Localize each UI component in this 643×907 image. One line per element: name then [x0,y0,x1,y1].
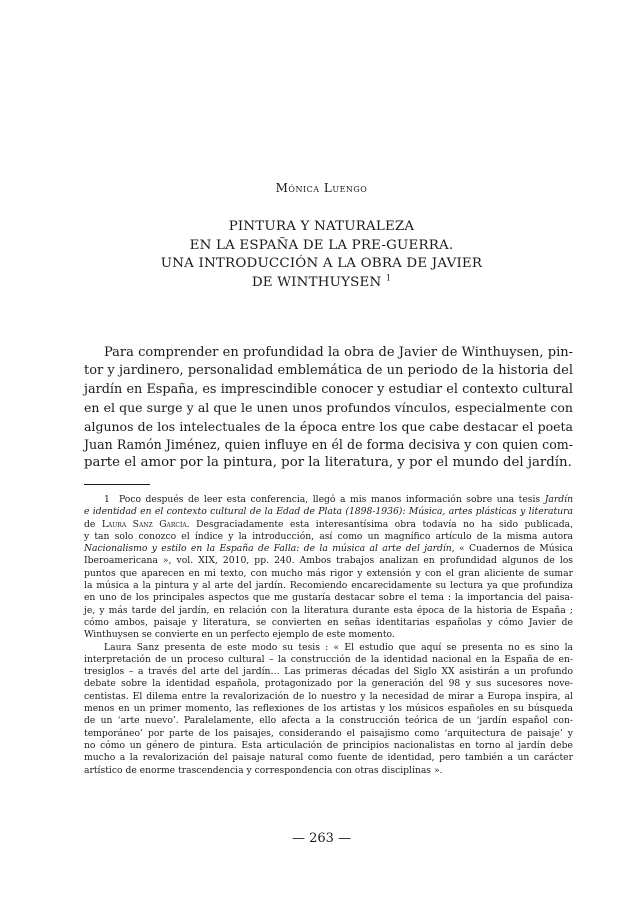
footnote-line: debate sobre la identidad española, protagonizado por la generación del 98 y sus sucesores nove- [84,678,573,690]
footnote-line: Laura Sanz presenta de este modo su tesis : « El estudio que aquí se presenta no es sino la [104,641,573,653]
footnote-line: Nacionalismo y estilo en la España de Falla: de la música al arte del jardín, « Cuadernos de Música [84,543,573,555]
footnote-line: centistas. El dilema entre la revalorización de lo nuestro y la necesidad de mirar a Europa inspira, al [84,690,573,702]
body-line: algunos de los intelectuales de la época entre los que cabe destacar el poeta [84,418,573,434]
author-name: Mónica Luengo [275,181,368,195]
footnote-line: artístico de enorme trascendencia y correspondencia con otras disciplinas ». [84,764,443,776]
footnote-number: 1 [104,494,110,505]
body-paragraph [84,344,573,473]
page-number: — 263 — [291,831,352,846]
footnote-line: puntos que aparecen en mi texto, con mucho más rigor y extensión y con el gran aliciente de sumar [84,567,573,579]
body-line: en el que surge y al que le unen unos profundos vínculos, especialmente con [84,400,573,416]
title-line-text: DE WINTHUYSEN [251,274,382,290]
article-title [110,218,533,292]
footnote-reference: 1 [385,273,392,283]
footnote-line: no cómo un género de pintura. Esta articulación de principios nacionalistas en torno al jardín debe [84,739,573,751]
body-line: parte el amor por la pintura, por la literatura, y por el mundo del jardín. [84,455,572,471]
footnote-line: de un ‘arte nuevo’. Paralelamente, ello afecta a la construcción teórica de un ‘jardín español con- [84,715,573,727]
footnote-line: Winthuysen se convierte en un perfecto ejemplo de este momento. [84,629,395,641]
footnote-line: e identidad en el contexto cultural de la Edad de Plata (1898-1936): Música, artes plásticas y literatura [84,506,573,518]
footnote-separator [84,484,150,485]
footnotes [84,494,573,777]
footnote-line: temporáneo’ por parte de los paisajes, considerando el paisajismo como ‘arquitectura de paisaje’ y [84,727,573,739]
footnote-line: la música a la pintura y al arte del jardín. Recomiendo encarecidamente su lectura ya que profundiza [84,580,573,592]
body-line: tor y jardinero, personalidad emblemática de un periodo de la historia del [84,363,573,379]
title-line: PINTURA Y NATURALEZA [228,219,415,234]
footnote-line: 1 Poco después de leer esta conferencia, llegó a mis manos información sobre una tesis Jardín [104,494,573,505]
title-line [110,274,533,293]
footnote-line: Iberoamericana », vol. XIX, 2010, pp. 240. Ambos trabajos analizan en profundidad algunos de los [84,555,573,567]
body-line: Para comprender en profundidad la obra de Javier de Winthuysen, pin- [104,345,573,360]
footnote-line: cómo ambos, paisaje y literatura, se convierten en señas identitarias españolas y cómo Javier de [84,616,573,628]
title-line: EN LA ESPAÑA DE LA PRE-GUERRA. [189,237,454,253]
footnote-line: y tan solo conozco el índice y la introducción, así como un magnífico artículo de la misma autora [84,530,573,542]
title-line: UNA INTRODUCCIÓN A LA OBRA DE JAVIER [160,256,483,271]
footnote-line: menos en un primer momento, las reflexiones de los artistas y los músicos españoles en su búsqueda [84,703,573,715]
footnote-line: mucho a la revalorización del paisaje natural como fuente de identidad, pero también a un carácter [84,752,573,764]
footnote-line: de Laura Sanz García. Desgraciadamente esta interesantísima obra todavía no ha sido publicada, [84,518,573,530]
body-line: jardín en España, es imprescindible conocer y estudiar el contexto cultural [84,381,573,397]
footnote-line: interpretación de un proceso cultural – la construcción de la identidad nacional en la España de en- [84,653,573,665]
footnote-line: en uno de los principales aspectos que me gustaría destacar sobre el tema : la importancia del paisa- [84,592,573,604]
body-line: Juan Ramón Jiménez, quien influye en él de forma decisiva y con quien com- [84,437,573,453]
footnote-line: tresiglos – a través del arte del jardín… Las primeras décadas del Siglo XX asistirán a un profundo [84,666,573,678]
footnote-line: je, y más tarde del jardín, en relación con la literatura durante esta época de la historia de España ; [84,604,573,616]
